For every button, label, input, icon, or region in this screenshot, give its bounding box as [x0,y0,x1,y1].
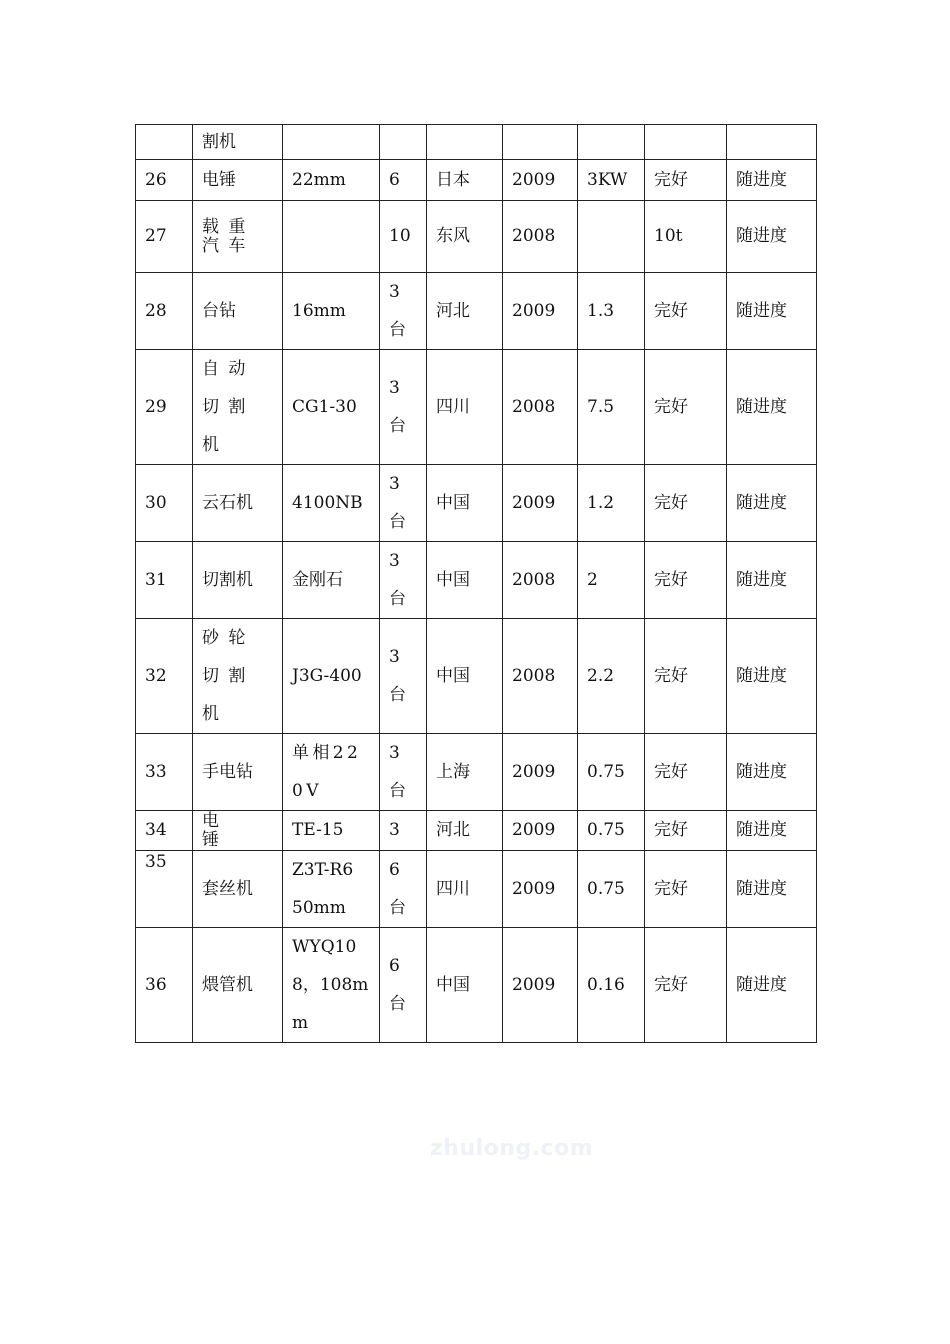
cell-qty-text: 6台 [389,860,406,918]
cell-no: 34 [136,811,193,851]
table-row [136,201,817,273]
cell-power: 7.5 [578,350,645,465]
cell-origin: 中国 [427,928,503,1043]
cell-qty [380,465,427,542]
cell-status: 完好 [645,734,727,811]
cell-qty: 10 [380,201,427,273]
table-row [136,542,817,619]
cell-name-text: 载重汽车 [202,216,255,256]
cell-origin [427,125,503,160]
cell-no: 32 [136,619,193,734]
cell-power: 0.75 [578,851,645,928]
cell-power: 0.75 [578,734,645,811]
cell-power: 1.3 [578,273,645,350]
cell-spec [283,201,380,273]
cell-status: 10t [645,201,727,273]
cell-name [193,201,283,273]
cell-origin: 河北 [427,273,503,350]
cell-timing: 随进度 [727,273,817,350]
cell-origin: 中国 [427,465,503,542]
cell-power: 0.16 [578,928,645,1043]
cell-qty-text: 3台 [389,282,406,340]
cell-no: 26 [136,160,193,201]
cell-spec: 16mm [283,273,380,350]
cell-year: 2009 [503,465,578,542]
table-row [136,811,817,851]
cell-no: 29 [136,350,193,465]
table-row [136,465,817,542]
cell-qty-text: 6台 [389,956,406,1014]
cell-name: 手电钻 [193,734,283,811]
cell-timing: 随进度 [727,734,817,811]
cell-no: 31 [136,542,193,619]
cell-qty [380,734,427,811]
cell-year: 2009 [503,734,578,811]
cell-qty: 6 [380,160,427,201]
cell-spec-text: Z3T-R650mm [292,860,354,918]
cell-timing: 随进度 [727,619,817,734]
cell-qty [380,851,427,928]
cell-no: 33 [136,734,193,811]
cell-qty-text: 3台 [389,378,406,436]
cell-power: 1.2 [578,465,645,542]
cell-no [136,125,193,160]
cell-name: 台钻 [193,273,283,350]
cell-no: 36 [136,928,193,1043]
cell-timing: 随进度 [727,465,817,542]
cell-power: 2.2 [578,619,645,734]
cell-qty: 3 [380,811,427,851]
table-row [136,619,817,734]
cell-spec [283,851,380,928]
cell-qty [380,273,427,350]
table-row [136,928,817,1043]
cell-spec-text: WYQ108，108mm [292,937,369,1033]
cell-year: 2008 [503,350,578,465]
cell-spec: J3G-400 [283,619,380,734]
cell-timing [727,125,817,160]
cell-status: 完好 [645,542,727,619]
cell-timing: 随进度 [727,160,817,201]
cell-name: 云石机 [193,465,283,542]
cell-name-text: 砂轮切割机 [202,628,255,724]
cell-spec: 4100NB [283,465,380,542]
cell-origin: 日本 [427,160,503,201]
cell-power [578,201,645,273]
cell-year: 2008 [503,542,578,619]
cell-qty-text: 3台 [389,743,406,801]
cell-origin: 中国 [427,619,503,734]
cell-name: 割机 [193,125,283,160]
cell-spec: TE-15 [283,811,380,851]
cell-qty-text: 3台 [389,647,406,705]
cell-name-text: 电锤 [202,810,243,850]
cell-timing: 随进度 [727,201,817,273]
cell-power: 3KW [578,160,645,201]
cell-status: 完好 [645,811,727,851]
cell-name-text: 自动切割机 [202,359,255,455]
cell-status: 完好 [645,465,727,542]
cell-timing: 随进度 [727,811,817,851]
cell-spec: 金刚石 [283,542,380,619]
cell-name [193,619,283,734]
cell-power [578,125,645,160]
table-row [136,734,817,811]
cell-year: 2009 [503,811,578,851]
cell-year: 2009 [503,851,578,928]
table-row [136,160,817,201]
cell-origin: 四川 [427,350,503,465]
watermark: zhulong.com [430,1136,594,1161]
cell-origin: 东风 [427,201,503,273]
cell-timing: 随进度 [727,350,817,465]
cell-origin: 上海 [427,734,503,811]
cell-name: 切割机 [193,542,283,619]
cell-year: 2008 [503,201,578,273]
cell-origin: 中国 [427,542,503,619]
cell-timing: 随进度 [727,542,817,619]
cell-status: 完好 [645,851,727,928]
table-row [136,851,817,928]
cell-spec: CG1-30 [283,350,380,465]
cell-status: 完好 [645,160,727,201]
cell-year: 2009 [503,273,578,350]
cell-timing: 随进度 [727,928,817,1043]
cell-status: 完好 [645,273,727,350]
cell-year: 2009 [503,160,578,201]
cell-qty-text: 3台 [389,551,406,609]
cell-qty [380,542,427,619]
cell-name: 电锤 [193,160,283,201]
cell-status: 完好 [645,350,727,465]
cell-no: 28 [136,273,193,350]
table-row [136,350,817,465]
cell-name: 煨管机 [193,928,283,1043]
cell-origin: 四川 [427,851,503,928]
cell-status [645,125,727,160]
cell-year: 2009 [503,928,578,1043]
cell-status: 完好 [645,928,727,1043]
cell-spec: 22mm [283,160,380,201]
cell-power: 2 [578,542,645,619]
cell-spec-text: 单相220V [292,743,362,801]
cell-status: 完好 [645,619,727,734]
table-row [136,273,817,350]
cell-qty [380,928,427,1043]
cell-power: 0.75 [578,811,645,851]
cell-year [503,125,578,160]
cell-name: 套丝机 [193,851,283,928]
cell-no: 30 [136,465,193,542]
cell-name [193,811,283,851]
equipment-table [135,124,817,1043]
cell-qty [380,619,427,734]
cell-spec [283,125,380,160]
cell-qty-text: 3台 [389,474,406,532]
cell-origin: 河北 [427,811,503,851]
cell-spec [283,928,380,1043]
cell-no: 35 [136,851,193,928]
cell-no: 27 [136,201,193,273]
cell-year: 2008 [503,619,578,734]
cell-qty [380,350,427,465]
cell-timing: 随进度 [727,851,817,928]
table-row-partial [136,125,817,160]
cell-name [193,350,283,465]
cell-spec [283,734,380,811]
cell-qty [380,125,427,160]
